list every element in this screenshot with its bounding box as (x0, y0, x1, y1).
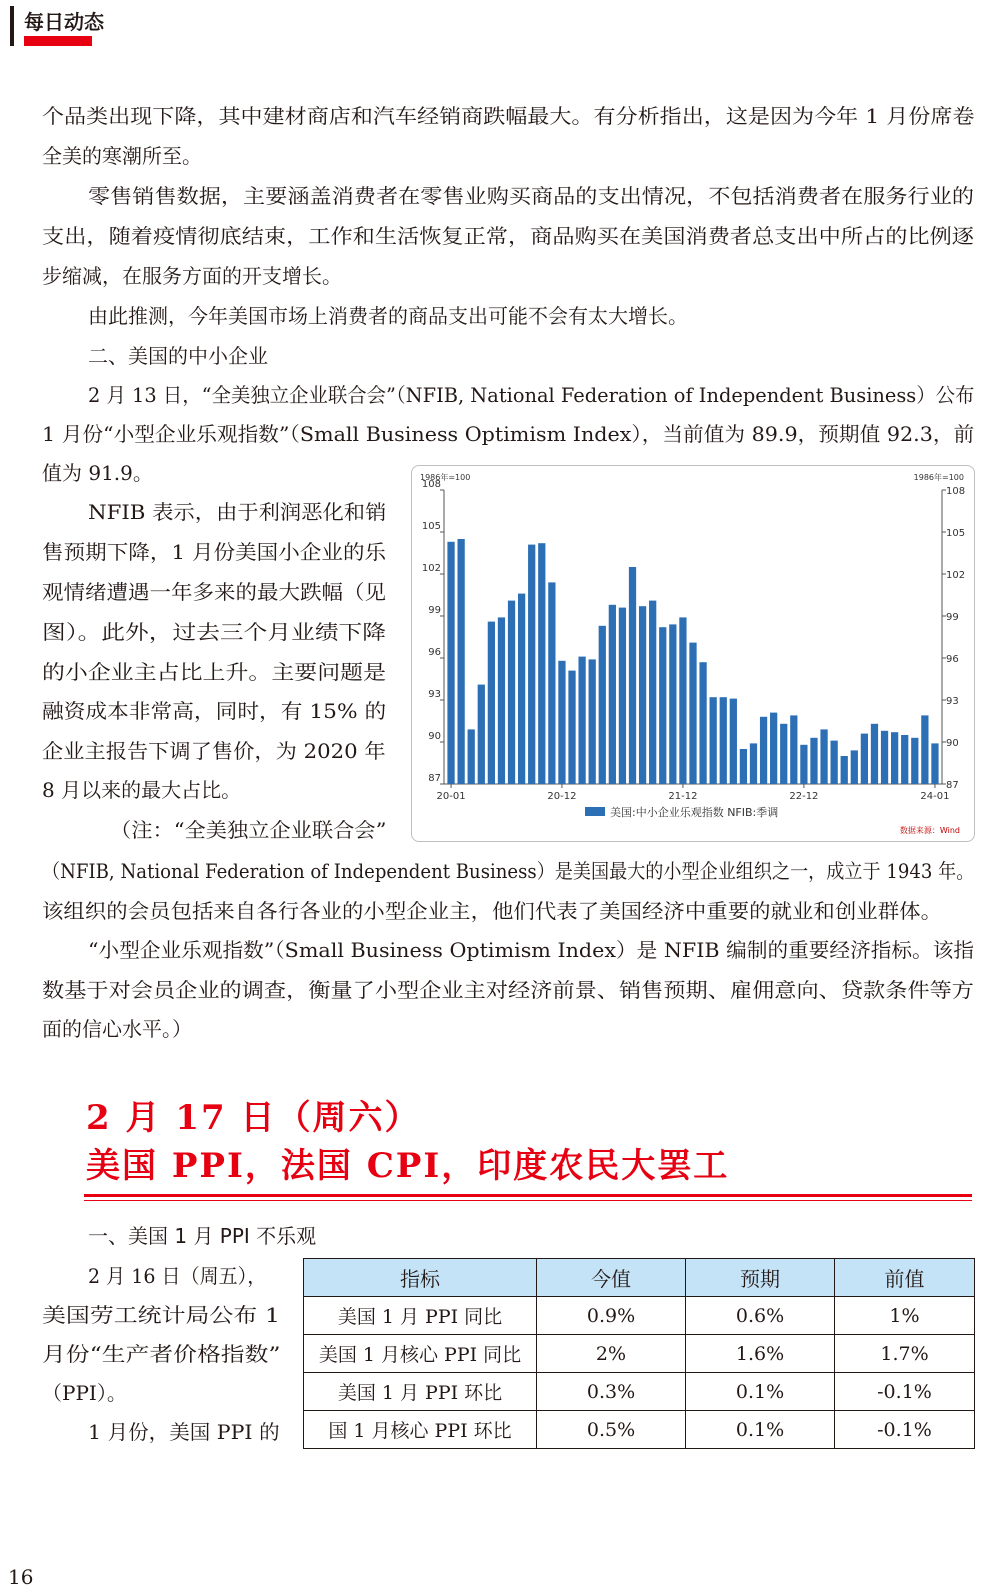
table-cell: 2% (537, 1335, 686, 1373)
y-tick-label-right: 108 (946, 486, 966, 497)
nfib-chart (411, 465, 975, 842)
table-row (304, 1297, 975, 1335)
chart-bar (447, 542, 454, 784)
header-red-underline (24, 36, 92, 46)
table-cell: 1.7% (835, 1335, 975, 1373)
chart-bar (689, 643, 696, 784)
y-tick-label-right: 99 (946, 612, 959, 623)
text-line: 该组织的会员包括来自各行各业的小型企业主，他们代表了美国经济中重要的就业和创业群体。 (42, 899, 942, 923)
table-header-row (304, 1259, 975, 1297)
chart-bar (770, 713, 777, 784)
chart-bar (790, 715, 797, 784)
chart-bar (508, 601, 515, 784)
header-indicator: 指标 (304, 1259, 537, 1297)
text-line: 全美的寒潮所至。 (42, 144, 202, 168)
chart-bar (609, 605, 616, 784)
subheading: 一、美国 1 月 PPI 不乐观 (88, 1224, 317, 1248)
y-tick-label-left: 108 (421, 479, 441, 490)
text-line: 支出，随着疫情彻底结束，工作和生活恢复正常，商品购买在美国消费者总支出中所占的比例逐 (42, 224, 974, 248)
right-unit-label: 1986年=100 (913, 473, 964, 482)
chart-bar (841, 756, 848, 784)
chart-bar (488, 622, 495, 784)
section-rule-thin (84, 1200, 972, 1201)
table-cell: 0.3% (537, 1373, 686, 1411)
text-line: 值为 91.9。 (42, 461, 153, 485)
y-tick-label-right: 105 (946, 528, 966, 539)
y-tick-label-left: 99 (428, 605, 441, 616)
section-headline: 美国 PPI，法国 CPI，印度农民大罢工 (86, 1146, 730, 1186)
text-line: NFIB 表示，由于利润恶化和销 (88, 500, 387, 524)
text-line: （PPI）。 (42, 1381, 127, 1405)
text-line: （注：“全美独立企业联合会” (110, 818, 387, 842)
ppi-table (303, 1258, 975, 1449)
chart-bar (760, 717, 767, 784)
header-previous: 前值 (835, 1259, 975, 1297)
chart-bar (820, 729, 827, 784)
table-cell: 1.6% (686, 1335, 835, 1373)
chart-bar (639, 606, 646, 784)
chart-source: 数据来源：Wind (899, 826, 960, 835)
table-cell: -0.1% (835, 1411, 975, 1449)
chart-bar (457, 539, 464, 784)
chart-bar (578, 657, 585, 784)
text-line: 步缩减，在服务方面的开支增长。 (42, 264, 342, 288)
chart-bar (810, 738, 817, 784)
text-line: 面的信心水平。） (42, 1017, 192, 1041)
text-line: 月份“生产者价格指数” (42, 1342, 281, 1366)
chart-bar (750, 743, 757, 784)
y-tick-label-right: 102 (946, 570, 966, 581)
chart-bar (659, 627, 666, 784)
nfib-chart-svg (412, 466, 974, 841)
header-accent-bar (10, 6, 14, 46)
table-cell: 美国 1 月 PPI 同比 (304, 1297, 537, 1335)
text-line: （NFIB, National Federation of Independent Business）是美国最大的小型企业组织之一，成立于 1943 年。 (42, 859, 975, 883)
chart-bar (881, 731, 888, 784)
chart-bar (669, 624, 676, 784)
left-unit-label: 1986年=100 (420, 473, 471, 482)
text-line: 售预期下降，1 月份美国小企业的乐 (42, 540, 387, 564)
chart-bar (831, 741, 838, 784)
chart-bar (780, 724, 787, 784)
chart-bar (619, 608, 626, 784)
x-tick-label: 20-12 (547, 791, 577, 802)
chart-bar (871, 724, 878, 784)
chart-bar (699, 662, 706, 784)
section-date-title: 2 月 17 日（周六） (86, 1098, 421, 1138)
table-cell: 0.6% (686, 1297, 835, 1335)
chart-bar (498, 617, 505, 784)
table-cell: 0.1% (686, 1411, 835, 1449)
text-line: 观情绪遭遇一年多来的最大跌幅（见 (42, 580, 386, 604)
chart-bar (649, 601, 656, 784)
text-line: 个品类出现下降，其中建材商店和汽车经销商跌幅最大。有分析指出，这是因为今年 1 月份席卷 (42, 104, 975, 128)
text-line: 数基于对会员企业的调查，衡量了小型企业主对经济前景、销售预期、雇佣意向、贷款条件等方 (42, 978, 974, 1002)
text-line: 由此推测，今年美国市场上消费者的商品支出可能不会有太大增长。 (88, 304, 688, 328)
header-current: 今值 (537, 1259, 686, 1297)
y-tick-label-left: 93 (428, 689, 441, 700)
table-cell: 美国 1 月 PPI 环比 (304, 1373, 537, 1411)
text-line: 1 月份“小型企业乐观指数”（Small Business Optimism Index），当前值为 89.9，预期值 92.3，前 (42, 422, 975, 446)
chart-bar (538, 543, 545, 784)
x-tick-label: 21-12 (668, 791, 698, 802)
chart-bar (629, 567, 636, 784)
section-label: 每日动态 (24, 10, 104, 34)
page-number: 16 (8, 1565, 34, 1589)
text-line: “小型企业乐观指数”（Small Business Optimism Index）是 NFIB 编制的重要经济指标。该指 (88, 938, 974, 962)
text-line: 零售销售数据，主要涵盖消费者在零售业购买商品的支出情况，不包括消费者在服务行业的 (88, 184, 974, 208)
chart-bar (911, 738, 918, 784)
table-row (304, 1373, 975, 1411)
table-row (304, 1335, 975, 1373)
chart-bar (921, 715, 928, 784)
text-line: 美国劳工统计局公布 1 (42, 1303, 281, 1327)
chart-bar (599, 626, 606, 784)
chart-bar (468, 729, 475, 784)
subheading: 二、美国的中小企业 (88, 344, 268, 368)
y-tick-label-right: 87 (946, 780, 959, 791)
legend-swatch (585, 807, 605, 816)
chart-bar (478, 685, 485, 784)
chart-bar (800, 745, 807, 784)
text-line: 2 月 13 日，“全美独立企业联合会”（NFIB, National Federation of Independent Business）公布 (88, 383, 975, 407)
table-cell: 国 1 月核心 PPI 环比 (304, 1411, 537, 1449)
chart-bar (861, 734, 868, 784)
chart-bar (720, 697, 727, 784)
y-tick-label-left: 105 (421, 521, 441, 532)
chart-bar (901, 735, 908, 784)
text-line: 图）。此外，过去三个月业绩下降 (42, 620, 386, 644)
y-tick-label-right: 90 (946, 738, 959, 749)
chart-bar (851, 750, 858, 784)
table-cell: -0.1% (835, 1373, 975, 1411)
table-cell: 美国 1 月核心 PPI 同比 (304, 1335, 537, 1373)
text-line: 1 月份，美国 PPI 的 (88, 1420, 280, 1444)
text-line: 企业主报告下调了售价，为 2020 年 (42, 739, 386, 763)
table-row (304, 1411, 975, 1449)
table-cell: 0.1% (686, 1373, 835, 1411)
x-tick-label: 22-12 (789, 791, 819, 802)
section-rule-thick (84, 1194, 972, 1197)
chart-bar (679, 617, 686, 784)
text-line: 2 月 16 日（周五）， (88, 1264, 267, 1288)
y-tick-label-right: 93 (946, 696, 959, 707)
table-cell: 0.5% (537, 1411, 686, 1449)
chart-bar (710, 697, 717, 784)
header-forecast: 预期 (686, 1259, 835, 1297)
chart-bar (740, 749, 747, 784)
table-cell: 1% (835, 1297, 975, 1335)
y-tick-label-left: 102 (421, 563, 441, 574)
chart-bar (548, 582, 555, 784)
x-tick-label: 24-01 (920, 791, 950, 802)
chart-bar (568, 671, 575, 784)
chart-bar (891, 732, 898, 784)
text-line: 融资成本非常高，同时，有 15% 的 (42, 699, 387, 723)
chart-bar (730, 699, 737, 784)
chart-bar (528, 545, 535, 784)
table-cell: 0.9% (537, 1297, 686, 1335)
x-tick-label: 20-01 (436, 791, 466, 802)
chart-bar (558, 661, 565, 784)
text-line: 8 月以来的最大占比。 (42, 778, 242, 802)
y-tick-label-right: 96 (946, 654, 959, 665)
y-tick-label-left: 90 (428, 731, 441, 742)
chart-bar (931, 743, 938, 784)
chart-bar (589, 659, 596, 784)
text-line: 的小企业主占比上升。主要问题是 (42, 660, 386, 684)
y-tick-label-left: 87 (428, 773, 441, 784)
chart-bar (518, 594, 525, 784)
y-tick-label-left: 96 (428, 647, 441, 658)
legend-label: 美国:中小企业乐观指数 NFIB:季调 (610, 806, 779, 819)
